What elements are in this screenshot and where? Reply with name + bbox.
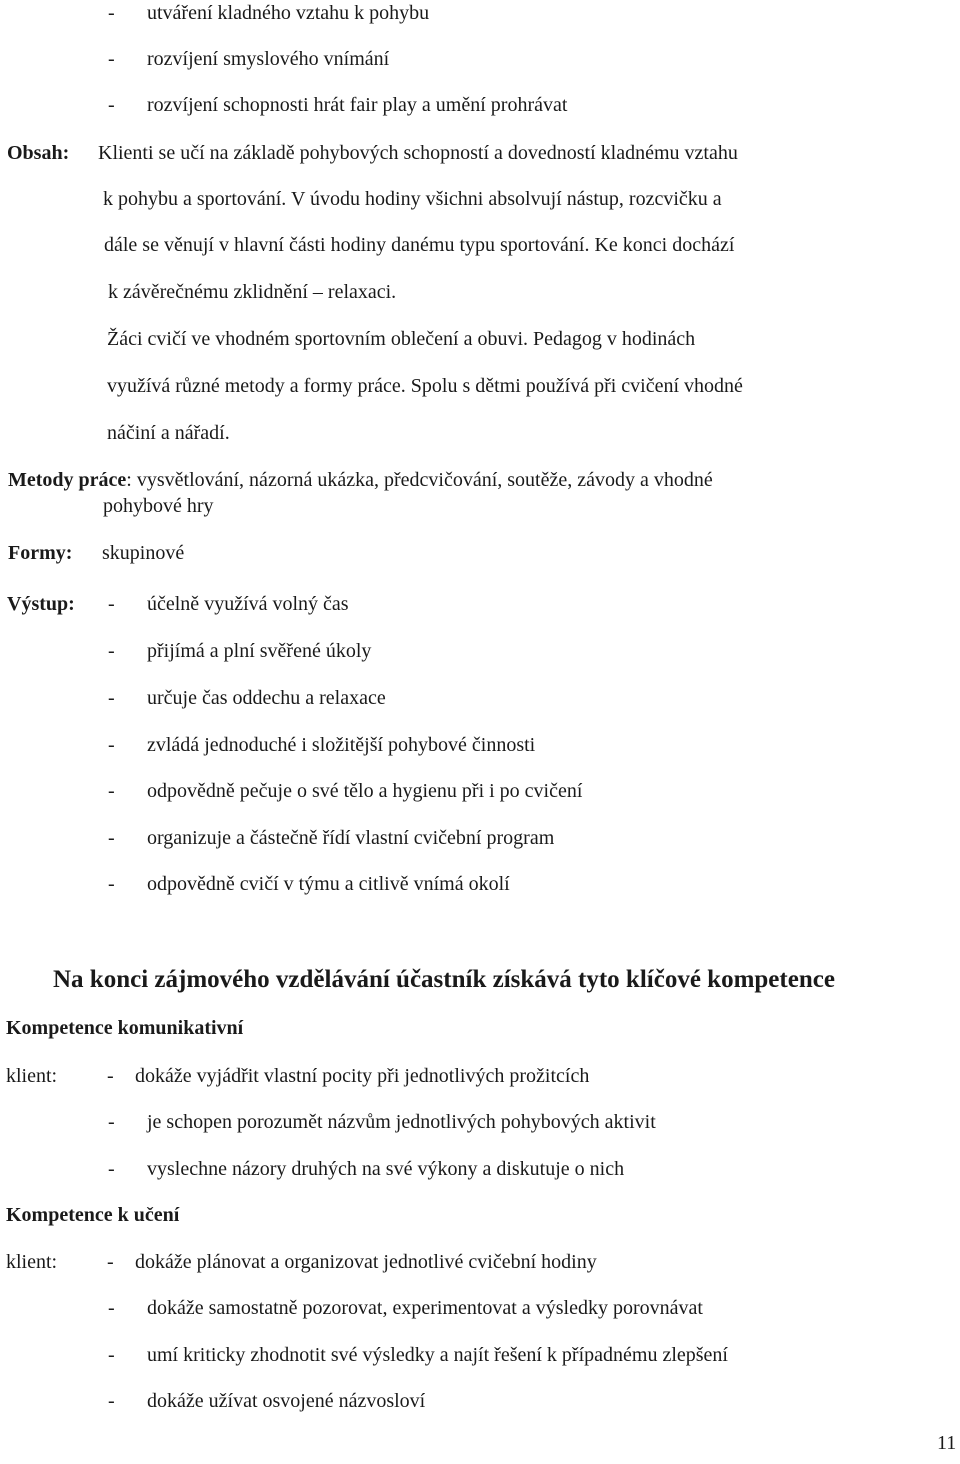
content-line: Žáci cvičí ve vhodném sportovním oblečení a obuvi. Pedagog v hodinách (107, 328, 696, 350)
list-item: účelně využívá volný čas (147, 593, 349, 615)
list-item: je schopen porozumět názvům jednotlivých pohybových aktivit (147, 1111, 656, 1133)
list-item: zvládá jednoduché i složitější pohybové činnosti (147, 734, 536, 756)
list-item: odpovědně pečuje o své tělo a hygienu při i po cvičení (147, 780, 583, 802)
list-item: odpovědně cvičí v týmu a citlivě vnímá okolí (147, 873, 510, 895)
content-line: Klienti se učí na základě pohybových schopností a dovedností kladnému vztahu (98, 142, 738, 164)
content-label: Obsah: (7, 142, 70, 164)
client-label: klient: (6, 1251, 58, 1273)
list-dash: - (108, 1390, 115, 1412)
list-item: umí kriticky zhodnotit své výsledky a najít řešení k případnému zlepšení (147, 1344, 728, 1366)
list-dash: - (108, 94, 115, 116)
list-dash: - (108, 780, 115, 802)
list-dash: - (108, 2, 115, 24)
list-dash: - (108, 48, 115, 70)
section-title: Kompetence k učení (6, 1204, 180, 1226)
content-line: k pohybu a sportování. V úvodu hodiny všichni absolvují nástup, rozcvičku a (103, 188, 722, 210)
list-dash: - (108, 827, 115, 849)
list-dash: - (108, 873, 115, 895)
section-title: Kompetence komunikativní (6, 1017, 244, 1039)
list-item: dokáže vyjádřit vlastní pocity při jednotlivých prožitcích (135, 1065, 590, 1087)
list-dash: - (108, 1297, 115, 1319)
list-item: organizuje a částečně řídí vlastní cvičební program (147, 827, 555, 849)
list-item: vyslechne názory druhých na své výkony a diskutuje o nich (147, 1158, 625, 1180)
methods-text: : vysvětlování, názorná ukázka, předcvičování, soutěže, závody a vhodné (126, 469, 713, 491)
list-dash: - (108, 640, 115, 662)
forms-label: Formy: (8, 542, 73, 564)
list-dash: - (108, 734, 115, 756)
list-item: rozvíjení schopnosti hrát fair play a umění prohrávat (147, 94, 568, 116)
list-item: utváření kladného vztahu k pohybu (147, 2, 430, 24)
output-label: Výstup: (7, 593, 75, 615)
list-dash: - (108, 1344, 115, 1366)
list-dash: - (108, 1158, 115, 1180)
content-line: využívá různé metody a formy práce. Spolu s dětmi používá při cvičení vhodné (107, 375, 743, 397)
competences-heading: Na konci zájmového vzdělávání účastník získává tyto klíčové kompetence (53, 966, 835, 993)
page-number: 11 (937, 1432, 957, 1454)
list-item: přijímá a plní svěřené úkoly (147, 640, 372, 662)
list-item: dokáže plánovat a organizovat jednotlivé cvičební hodiny (135, 1251, 597, 1273)
list-item: určuje čas oddechu a relaxace (147, 687, 386, 709)
list-dash: - (107, 1065, 114, 1087)
content-line: dále se věnují v hlavní části hodiny danému typu sportování. Ke konci dochází (104, 234, 735, 256)
methods-text-cont: pohybové hry (103, 495, 214, 517)
list-dash: - (108, 593, 115, 615)
list-dash: - (108, 1111, 115, 1133)
content-line: k závěrečnému zklidnění – relaxaci. (108, 281, 397, 303)
list-dash: - (107, 1251, 114, 1273)
methods-label: Metody práce (8, 469, 127, 491)
content-line: náčiní a nářadí. (107, 422, 230, 444)
list-item: rozvíjení smyslového vnímání (147, 48, 390, 70)
list-item: dokáže užívat osvojené názvosloví (147, 1390, 426, 1412)
forms-value: skupinové (102, 542, 185, 564)
list-item: dokáže samostatně pozorovat, experimentovat a výsledky porovnávat (147, 1297, 703, 1319)
list-dash: - (108, 687, 115, 709)
client-label: klient: (6, 1065, 58, 1087)
